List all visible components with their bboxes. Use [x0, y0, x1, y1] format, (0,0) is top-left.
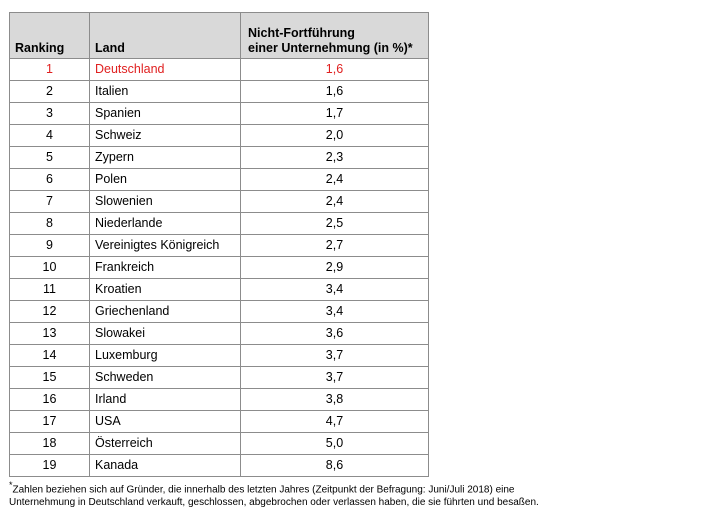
rank-cell: 10: [10, 257, 90, 279]
table-row: [10, 455, 429, 477]
value-cell: 2,9: [241, 257, 429, 279]
header-land: Land: [90, 13, 241, 59]
table-row: [10, 301, 429, 323]
country-cell: Schweden: [90, 367, 241, 389]
value-cell: 5,0: [241, 433, 429, 455]
footnote-line2: Unternehmung in Deutschland verkauft, geschlossen, abgebrochen oder verlassen haben, die sie führten und besaßen.: [9, 497, 539, 509]
header-rate: [241, 13, 429, 59]
table-row: [10, 235, 429, 257]
table-header: [10, 13, 429, 59]
country-cell: Kanada: [90, 455, 241, 477]
rank-cell: 5: [10, 147, 90, 169]
rank-cell: 3: [10, 103, 90, 125]
ranking-table: [9, 12, 429, 477]
rank-cell: 12: [10, 301, 90, 323]
table-row: [10, 367, 429, 389]
footnote-line1: Zahlen beziehen sich auf Gründer, die innerhalb des letzten Jahres (Zeitpunkt der Befragung: Juni/Juli 2018) eine: [12, 484, 515, 496]
value-cell: 1,6: [241, 59, 429, 81]
rank-cell: 13: [10, 323, 90, 345]
value-cell: 3,6: [241, 323, 429, 345]
header-rate-line2: einer Unternehmung (in %)*: [248, 41, 413, 55]
table-row: [10, 279, 429, 301]
header-row: [10, 13, 429, 59]
header-rate-line1: Nicht-Fortführung: [248, 26, 355, 40]
table-row: [10, 345, 429, 367]
value-cell: 3,7: [241, 345, 429, 367]
rank-cell: 18: [10, 433, 90, 455]
value-cell: 8,6: [241, 455, 429, 477]
rank-cell: 11: [10, 279, 90, 301]
country-cell: USA: [90, 411, 241, 433]
table-row: [10, 323, 429, 345]
value-cell: 3,8: [241, 389, 429, 411]
value-cell: 4,7: [241, 411, 429, 433]
country-cell: Luxemburg: [90, 345, 241, 367]
rank-cell: 14: [10, 345, 90, 367]
table-row: [10, 191, 429, 213]
rank-cell: 7: [10, 191, 90, 213]
table-row: [10, 433, 429, 455]
value-cell: 3,7: [241, 367, 429, 389]
table-row: [10, 169, 429, 191]
table-row: [10, 411, 429, 433]
rank-cell: 17: [10, 411, 90, 433]
country-cell: Zypern: [90, 147, 241, 169]
country-cell: Slowakei: [90, 323, 241, 345]
table-row: [10, 125, 429, 147]
country-cell: Schweiz: [90, 125, 241, 147]
country-cell: Österreich: [90, 433, 241, 455]
country-cell: Griechenland: [90, 301, 241, 323]
value-cell: 2,3: [241, 147, 429, 169]
rank-cell: 9: [10, 235, 90, 257]
value-cell: 3,4: [241, 279, 429, 301]
rank-cell: 1: [10, 59, 90, 81]
rank-cell: 6: [10, 169, 90, 191]
table-row: [10, 213, 429, 235]
country-cell: Deutschland: [90, 59, 241, 81]
value-cell: 2,4: [241, 169, 429, 191]
rank-cell: 15: [10, 367, 90, 389]
table-row: [10, 389, 429, 411]
value-cell: 3,4: [241, 301, 429, 323]
value-cell: 2,7: [241, 235, 429, 257]
country-cell: Irland: [90, 389, 241, 411]
country-cell: Niederlande: [90, 213, 241, 235]
country-cell: Kroatien: [90, 279, 241, 301]
table-row: [10, 147, 429, 169]
country-cell: Italien: [90, 81, 241, 103]
table-row: [10, 257, 429, 279]
value-cell: 2,5: [241, 213, 429, 235]
header-ranking: Ranking: [10, 13, 90, 59]
country-cell: Frankreich: [90, 257, 241, 279]
rank-cell: 4: [10, 125, 90, 147]
rank-cell: 19: [10, 455, 90, 477]
table-body: [10, 59, 429, 477]
country-cell: Polen: [90, 169, 241, 191]
rank-cell: 16: [10, 389, 90, 411]
value-cell: 2,4: [241, 191, 429, 213]
country-cell: Slowenien: [90, 191, 241, 213]
value-cell: 1,6: [241, 81, 429, 103]
table-row: [10, 103, 429, 125]
footnote: [9, 479, 699, 509]
country-cell: Vereinigtes Königreich: [90, 235, 241, 257]
rank-cell: 2: [10, 81, 90, 103]
table-row: [10, 81, 429, 103]
table-row: [10, 59, 429, 81]
country-cell: Spanien: [90, 103, 241, 125]
footnote-marker: *: [9, 480, 13, 490]
value-cell: 1,7: [241, 103, 429, 125]
value-cell: 2,0: [241, 125, 429, 147]
rank-cell: 8: [10, 213, 90, 235]
